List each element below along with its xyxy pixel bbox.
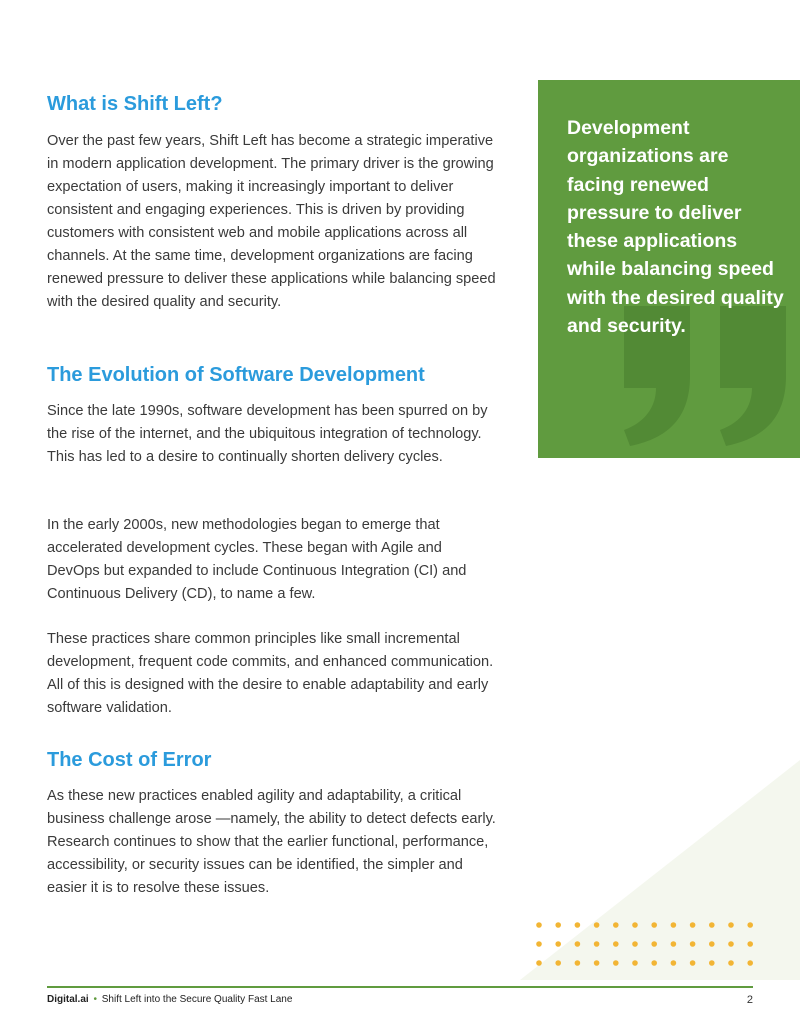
decorative-dot — [709, 922, 715, 928]
decorative-dot — [728, 922, 734, 928]
decorative-dot — [671, 922, 677, 928]
decorative-dot — [536, 922, 542, 928]
page-number: 2 — [746, 994, 753, 1006]
dot-grid-decoration — [534, 918, 764, 970]
section-heading-evolution: The Evolution of Software Development — [47, 364, 425, 386]
paragraph-evolution-2: In the early 2000s, new methodologies began to emerge that accelerated development cycles. These began with Agile and DevOps but expanded to include Continuous Integration (CI) and Continuous Delivery (CD), to name a few. — [47, 517, 467, 602]
decorative-dot — [728, 941, 734, 947]
pull-quote-text: Development organizations are facing renewed pressure to deliver these applications while balancing speed with the desired quality and security. — [567, 117, 784, 338]
decorative-dot — [555, 960, 561, 966]
decorative-dot — [613, 960, 619, 966]
decorative-dot — [575, 941, 581, 947]
paragraph-cost-of-error: As these new practices enabled agility and adaptability, a critical business challenge arose —namely, the ability to detect defects early. Research continues to show that the earlier functional, performance, accessibility, or security issues can be identified, the simpler and easier it is to resolve these issues. — [47, 788, 496, 896]
decorative-dot — [613, 922, 619, 928]
decorative-dot — [594, 960, 600, 966]
footer-document-title: Shift Left into the Secure Quality Fast Lane — [101, 994, 293, 1005]
footer-brand: Digital.ai — [47, 994, 89, 1005]
decorative-dot — [536, 960, 542, 966]
footer-separator: • — [93, 994, 97, 1005]
decorative-dot — [651, 922, 657, 928]
pull-quote-box — [538, 80, 800, 458]
decorative-dot — [728, 960, 734, 966]
decorative-dot — [555, 941, 561, 947]
decorative-dot — [575, 960, 581, 966]
section-heading-cost-of-error: The Cost of Error — [47, 749, 212, 771]
decorative-dot — [575, 922, 581, 928]
section-heading-shift-left: What is Shift Left? — [47, 93, 223, 115]
decorative-dot — [613, 941, 619, 947]
decorative-dot — [690, 922, 696, 928]
decorative-dot — [555, 922, 561, 928]
decorative-dot — [594, 941, 600, 947]
decorative-dot — [747, 922, 753, 928]
paragraph-evolution-1: Since the late 1990s, software development has been spurred on by the rise of the internet, and the ubiquitous integration of technology. This has led to a desire to continually shorten delivery cycles. — [47, 403, 488, 465]
decorative-dot — [671, 960, 677, 966]
paragraph-evolution-3: These practices share common principles like small incremental development, frequent code commits, and enhanced communication. All of this is designed with the desire to enable adaptability and early software validation. — [47, 631, 494, 716]
decorative-dot — [671, 941, 677, 947]
paragraph-shift-left: Over the past few years, Shift Left has become a strategic imperative in modern application development. The primary driver is the growing expectation of users, making it increasingly important to deliver consistent and engaging experiences. This is driven by providing customers with consistent web and mobile applications across all channels. At the same time, development organizations are facing renewed pressure to deliver these applications while balancing speed with the desired quality and security. — [47, 133, 496, 310]
decorative-dot — [632, 941, 638, 947]
footer-divider — [47, 986, 753, 988]
decorative-dot — [747, 941, 753, 947]
decorative-dot — [651, 941, 657, 947]
decorative-dot — [651, 960, 657, 966]
decorative-dot — [709, 941, 715, 947]
footer-title — [47, 994, 292, 1005]
decorative-dot — [690, 941, 696, 947]
decorative-dot — [594, 922, 600, 928]
decorative-dot — [632, 960, 638, 966]
decorative-dot — [709, 960, 715, 966]
decorative-dot — [747, 960, 753, 966]
decorative-dot — [536, 941, 542, 947]
decorative-dot — [632, 922, 638, 928]
decorative-dot — [690, 960, 696, 966]
